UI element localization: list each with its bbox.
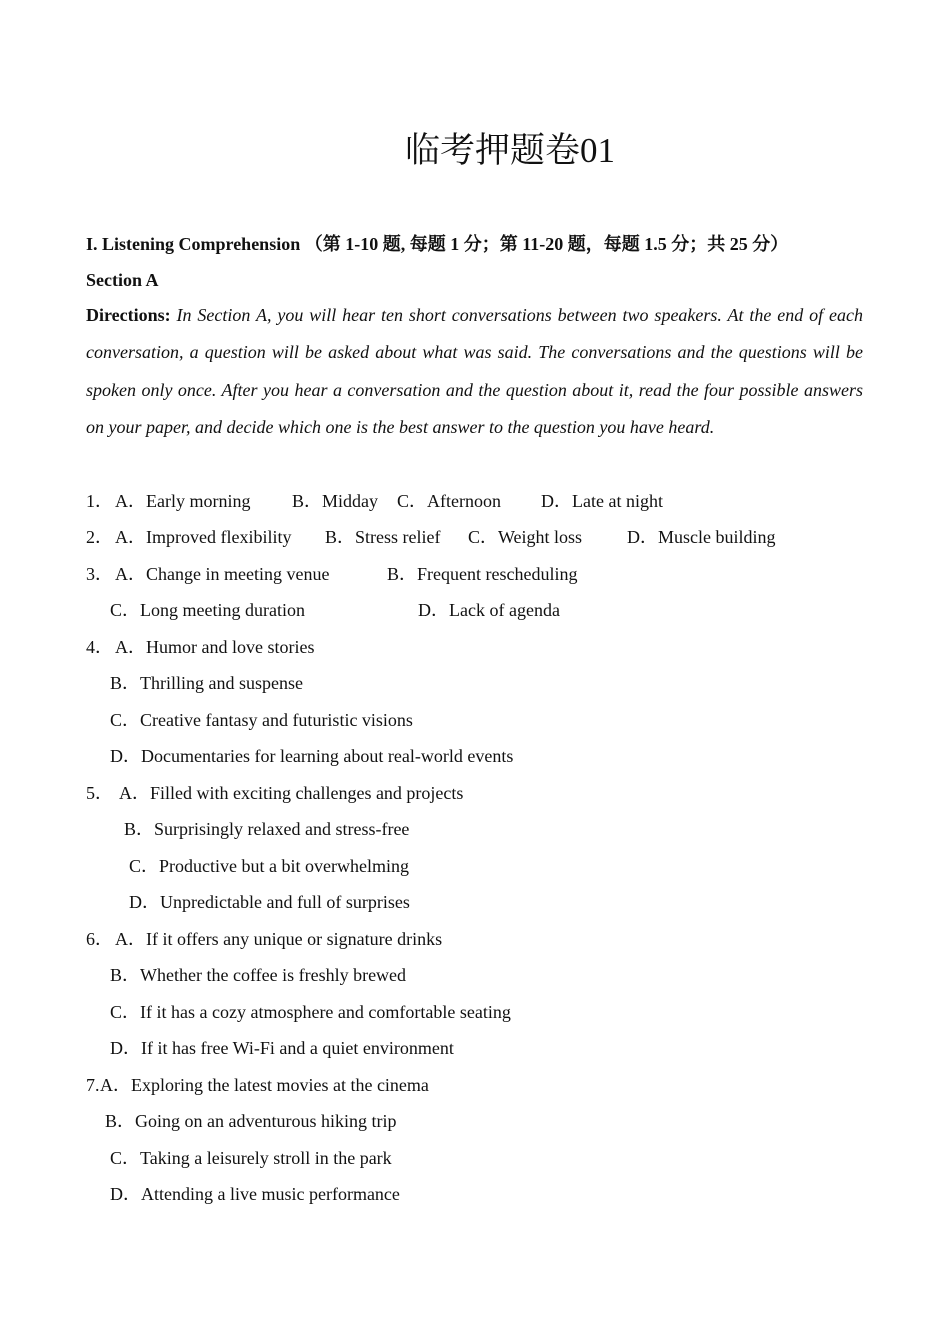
question-3-option-c: C．Long meeting duration [110,600,305,620]
directions-text: In Section A, you will hear ten short conversations between two speakers. At the end of each conversation, a question will be asked about what was said. The conversations and the questions will be spoken only once. After you hear a conversation and the question about it, read the four possible answers on your paper, and decide which one is the best answer to the question you have heard. [86,305,863,437]
question-5-option-d: D．Unpredictable and full of surprises [129,892,410,912]
directions-label: Directions: [86,305,171,325]
question-4-option-d: D．Documentaries for learning about real-world events [110,746,514,766]
question-6-number: 6． [86,929,113,949]
question-5-number: 5． [86,783,113,803]
question-5-option-a: A．Filled with exciting challenges and projects [119,783,464,803]
page-title [0,127,950,175]
question-2-number: 2． [86,527,113,547]
question-3-option-b: B．Frequent rescheduling [387,564,578,584]
question-3-option-a: A．Change in meeting venue [115,564,330,584]
question-6-option-a: A．If it offers any unique or signature drinks [115,929,443,949]
question-4-number: 4． [86,637,113,657]
part-scoring: （第 1-10 题, 每题 1 分；第 11-20 题，每题 1.5 分；共 25 分） [304,234,789,254]
question-4-option-c: C．Creative fantasy and futuristic visions [110,710,413,730]
directions-paragraph [86,297,863,446]
question-2-option-b: B．Stress relief [325,527,441,547]
question-7-option-d: D．Attending a live music performance [110,1184,400,1204]
question-4-option-a: A．Humor and love stories [115,637,315,657]
question-1-option-d: D．Late at night [541,491,663,511]
question-7-number: 7. [86,1075,100,1095]
question-6-option-d: D．If it has free Wi-Fi and a quiet environment [110,1038,454,1058]
question-7-option-c: C．Taking a leisurely stroll in the park [110,1148,392,1168]
question-1-option-b: B．Midday [292,491,379,511]
question-7-option-a: A．Exploring the latest movies at the cinema [100,1075,429,1095]
question-3-option-d: D．Lack of agenda [418,600,560,620]
question-1-number: 1． [86,491,113,511]
section-heading: Section A [86,270,159,290]
question-7-option-b: B．Going on an adventurous hiking trip [105,1111,397,1131]
question-4-option-b: B．Thrilling and suspense [110,673,303,693]
part-title: I. Listening Comprehension [86,234,301,254]
title-text: 临考押题卷 [404,131,580,171]
question-6-option-c: C．If it has a cozy atmosphere and comfortable seating [110,1002,511,1022]
question-2-option-a: A．Improved flexibility [115,527,292,547]
question-5-option-c: C．Productive but a bit overwhelming [129,856,409,876]
question-5-option-b: B．Surprisingly relaxed and stress-free [124,819,410,839]
part-heading [86,232,788,256]
question-6-option-b: B．Whether the coffee is freshly brewed [110,965,407,985]
question-1-option-a: A．Early morning [115,491,251,511]
question-1-option-c: C．Afternoon [397,491,501,511]
question-2-option-c: C．Weight loss [468,527,583,547]
question-3-number: 3． [86,564,113,584]
title-number: 01 [580,131,615,170]
question-2-option-d: D．Muscle building [627,527,776,547]
